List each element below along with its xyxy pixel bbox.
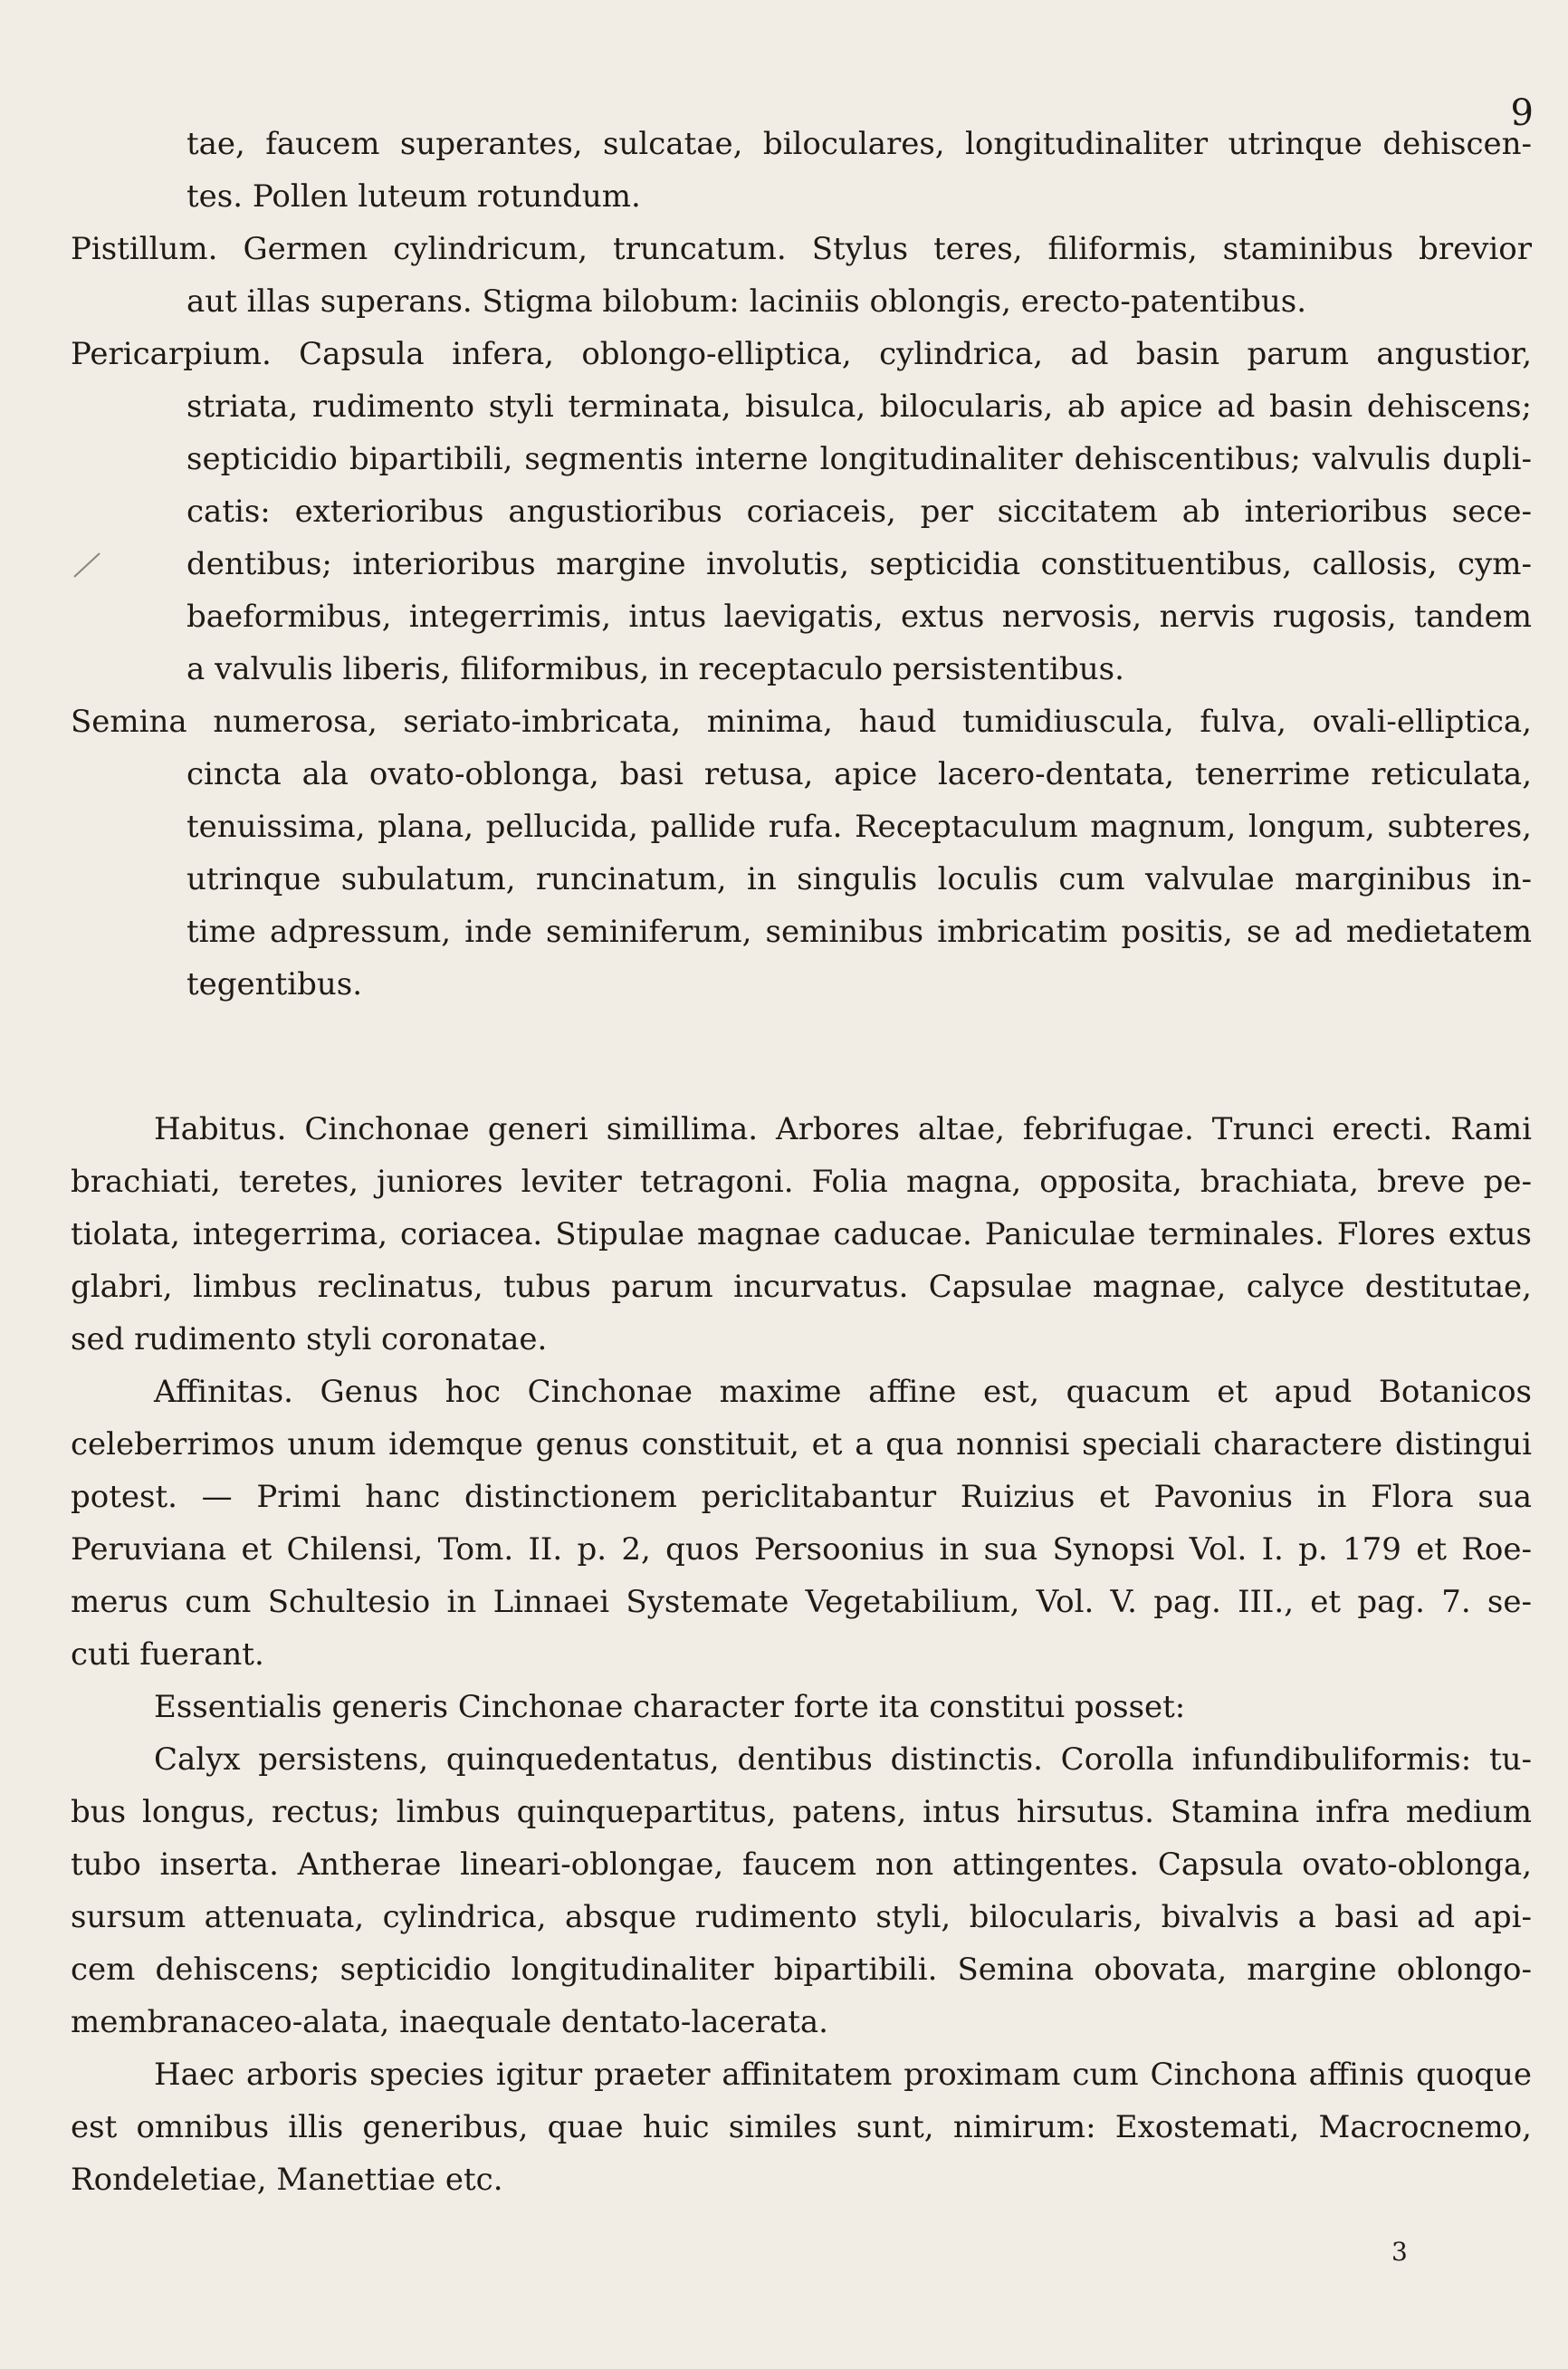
text-line: sed rudimento styli coronatae. xyxy=(71,1321,548,1357)
calyx-heading-line: Calyx persistens, quinquedentatus, dentibus distinctis. Corolla infundibuliformis: tu- xyxy=(154,1741,1532,1778)
affinitas-heading-line: Affinitas. Genus hoc Cinchonae maxime affine est, quacum et apud Botanicos xyxy=(154,1374,1532,1410)
text-line: dentibus; interioribus margine involutis, septicidia constituentibus, callosis, cym- xyxy=(186,546,1532,582)
text-line: tiolata, integerrima, coriacea. Stipulae magnae caducae. Paniculae terminales. Flores extus xyxy=(71,1216,1532,1252)
habitus-heading-line: Habitus. Cinchonae generi simillima. Arbores altae, febrifugae. Trunci erecti. Rami xyxy=(154,1111,1532,1147)
text-line: tae, faucem superantes, sulcatae, biloculares, longitudinaliter utrinque dehiscen- xyxy=(186,126,1532,162)
signature-mark: 3 xyxy=(1391,2237,1408,2267)
text-line: time adpressum, inde seminiferum, seminibus imbricatim positis, se ad medietatem xyxy=(186,914,1532,950)
generic-description-block xyxy=(71,118,1532,1011)
text-line: glabri, limbus reclinatus, tubus parum incurvatus. Capsulae magnae, calyce destitutae, xyxy=(71,1269,1532,1305)
text-line: merus cum Schultesio in Linnaei Systemate Vegetabilium, Vol. V. pag. III., et pag. 7. se- xyxy=(71,1584,1532,1620)
text-line: est omnibus illis generibus, quae huic similes sunt, nimirum: Exostemati, Macrocnemo, xyxy=(71,2109,1532,2145)
text-line: sursum attenuata, cylindrica, absque rudimento styli, bilocularis, bivalvis a basi ad api- xyxy=(71,1899,1532,1935)
pistillum-heading-line: Pistillum. Germen cylindricum, truncatum. Stylus teres, filiformis, staminibus brevior xyxy=(71,231,1532,267)
text-line: striata, rudimento styli terminata, bisulca, bilocularis, ab apice ad basin dehiscens; xyxy=(186,388,1532,425)
text-line: catis: exterioribus angustioribus coriaceis, per siccitatem ab interioribus sece- xyxy=(186,494,1532,530)
text-line: tegentibus. xyxy=(186,966,363,1002)
text-line: utrinque subulatum, runcinatum, in singulis loculis cum valvulae marginibus in- xyxy=(186,861,1532,897)
text-line: celeberrimos unum idemque genus constituit, et a qua nonnisi speciali charactere distingui xyxy=(71,1426,1532,1463)
text-line: Peruviana et Chilensi, Tom. II. p. 2, quos Persoonius in sua Synopsi Vol. I. p. 179 et Roe- xyxy=(71,1531,1532,1568)
text-line: bus longus, rectus; limbus quinquepartitus, patens, intus hirsutus. Stamina infra medium xyxy=(71,1794,1532,1830)
semina-heading-line: Semina numerosa, seriato-imbricata, minima, haud tumidiuscula, fulva, ovali-elliptica, xyxy=(71,704,1532,740)
pericarpium-heading-line: Pericarpium. Capsula infera, oblongo-elliptica, cylindrica, ad basin parum angustior, xyxy=(71,336,1532,372)
text-line: tes. Pollen luteum rotundum. xyxy=(186,178,641,215)
remarks-block xyxy=(71,1103,1532,2206)
text-line: tenuissima, plana, pellucida, pallide rufa. Receptaculum magnum, longum, subteres, xyxy=(186,809,1532,845)
text-line: a valvulis liberis, filiformibus, in receptaculo persistentibus. xyxy=(186,651,1124,687)
text-line: tubo inserta. Antherae lineari-oblongae, faucem non attingentes. Capsula ovato-oblonga, xyxy=(71,1846,1532,1883)
text-line: Rondeletiae, Manettiae etc. xyxy=(71,2162,503,2198)
text-line: membranaceo-alata, inaequale dentato-lacerata. xyxy=(71,2004,828,2040)
text-line: cuti fuerant. xyxy=(71,1636,264,1673)
text-line: potest. — Primi hanc distinctionem periclitabantur Ruizius et Pavonius in Flora sua xyxy=(71,1479,1532,1515)
text-line: aut illas superans. Stigma bilobum: laciniis oblongis, erecto-patentibus. xyxy=(186,283,1307,320)
haec-heading-line: Haec arboris species igitur praeter affinitatem proximam cum Cinchona affinis quoque xyxy=(154,2057,1532,2093)
text-line: baeformibus, integerrimis, intus laevigatis, extus nervosis, nervis rugosis, tandem xyxy=(186,599,1532,635)
text-line: septicidio bipartibili, segmentis interne longitudinaliter dehiscentibus; valvulis dupli- xyxy=(186,441,1532,477)
text-line: cem dehiscens; septicidio longitudinaliter bipartibili. Semina obovata, margine oblongo- xyxy=(71,1952,1532,1988)
text-line: brachiati, teretes, juniores leviter tetragoni. Folia magna, opposita, brachiata, breve pe- xyxy=(71,1164,1532,1200)
page-number: 9 xyxy=(1510,92,1534,134)
text-line: cincta ala ovato-oblonga, basi retusa, apice lacero-dentata, tenerrime reticulata, xyxy=(186,756,1532,792)
essentialis-line: Essentialis generis Cinchonae character forte ita constitui posset: xyxy=(154,1689,1186,1725)
